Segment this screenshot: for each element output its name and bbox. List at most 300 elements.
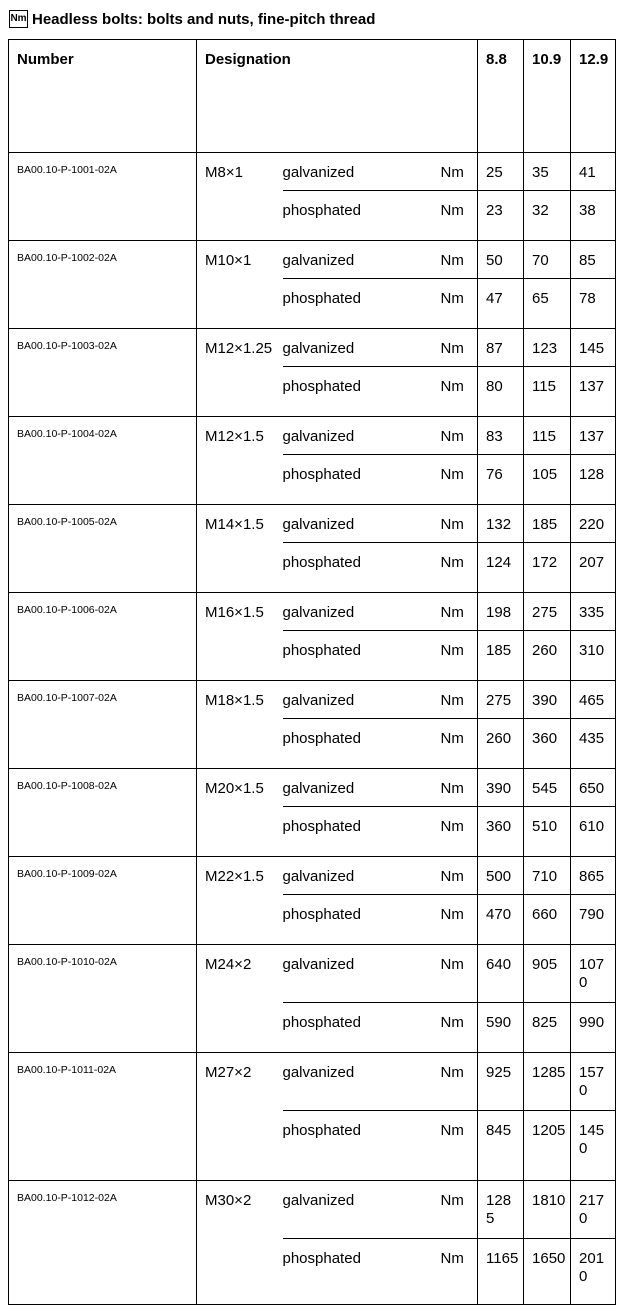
thread-designation: M14×1.5 (205, 516, 264, 533)
finish-cell (283, 593, 433, 631)
torque-cell (478, 857, 524, 895)
number-cell (9, 681, 197, 769)
torque-value-g109: 32 (532, 202, 549, 219)
thread-designation: M8×1 (205, 164, 243, 181)
torque-cell (571, 329, 616, 367)
header-grade-8-8: 8.8 (486, 51, 507, 68)
torque-value-g129: 335 (579, 604, 605, 621)
finish-cell (283, 367, 433, 417)
unit-label: Nm (440, 730, 464, 747)
torque-value-g109: 185 (532, 516, 558, 533)
finish-cell (283, 505, 433, 543)
number-cell (9, 153, 197, 241)
designation-cell (197, 593, 283, 681)
table-row (9, 681, 616, 719)
torque-cell (571, 543, 616, 593)
part-number: BA00.10-P-1011-02A (17, 1064, 117, 1076)
torque-value-g129: 865 (579, 868, 605, 885)
torque-value-g129: 220 (579, 516, 605, 533)
unit-cell (433, 1053, 478, 1111)
unit-label: Nm (440, 428, 464, 445)
torque-value-g109: 825 (532, 1014, 558, 1031)
unit-label: Nm (440, 780, 464, 797)
finish-cell (283, 681, 433, 719)
torque-value-g109: 360 (532, 730, 558, 747)
torque-value-g88: 390 (486, 780, 512, 797)
torque-cell (478, 593, 524, 631)
header-cell (478, 40, 524, 153)
unit-cell (433, 367, 478, 417)
unit-cell (433, 543, 478, 593)
torque-value-g109: 115 (532, 428, 556, 445)
number-cell (9, 945, 197, 1053)
torque-cell (571, 681, 616, 719)
finish-label: phosphated (282, 290, 361, 307)
finish-label: phosphated (282, 1250, 361, 1267)
finish-label: galvanized (282, 428, 355, 445)
torque-value-g88: 25 (486, 164, 503, 181)
unit-cell (433, 945, 478, 1003)
finish-label: galvanized (282, 868, 355, 885)
torque-cell (571, 241, 616, 279)
table-row (9, 593, 616, 631)
torque-value-g129: 2010 (579, 1250, 605, 1285)
unit-cell (433, 857, 478, 895)
torque-value-g109: 172 (532, 554, 558, 571)
torque-value-g88: 23 (486, 202, 503, 219)
part-number: BA00.10-P-1003-02A (17, 340, 117, 352)
part-number: BA00.10-P-1005-02A (17, 516, 117, 528)
unit-cell (433, 1181, 478, 1239)
finish-label: phosphated (282, 642, 361, 659)
unit-label: Nm (440, 906, 464, 923)
finish-label: galvanized (282, 780, 355, 797)
unit-label: Nm (440, 340, 464, 357)
torque-value-g129: 128 (579, 466, 605, 483)
part-number: BA00.10-P-1004-02A (17, 428, 117, 440)
number-cell (9, 417, 197, 505)
finish-cell (283, 895, 433, 945)
table-row (9, 857, 616, 895)
torque-cell (524, 329, 571, 367)
torque-cell (571, 1181, 616, 1239)
torque-cell (478, 681, 524, 719)
designation-cell (197, 505, 283, 593)
finish-label: galvanized (282, 252, 355, 269)
thread-designation: M22×1.5 (205, 868, 264, 885)
torque-cell (571, 807, 616, 857)
torque-value-g109: 660 (532, 906, 558, 923)
finish-label: phosphated (282, 1014, 361, 1031)
finish-label: phosphated (282, 906, 361, 923)
table-row (9, 1053, 616, 1111)
torque-cell (524, 417, 571, 455)
torque-cell (524, 769, 571, 807)
torque-cell (571, 593, 616, 631)
header-grade-12-9: 12.9 (579, 51, 609, 68)
finish-cell (283, 857, 433, 895)
torque-cell (571, 153, 616, 191)
unit-cell (433, 593, 478, 631)
torque-nm-icon: Nm (9, 10, 28, 28)
torque-cell (478, 1181, 524, 1239)
unit-cell (433, 1239, 478, 1305)
unit-cell (433, 1003, 478, 1053)
table-row (9, 329, 616, 367)
torque-value-g109: 1650 (532, 1250, 566, 1267)
torque-value-g88: 260 (486, 730, 512, 747)
torque-cell (478, 895, 524, 945)
unit-cell (433, 241, 478, 279)
header-cell (197, 40, 478, 153)
number-cell (9, 769, 197, 857)
torque-value-g88: 1285 (486, 1192, 512, 1227)
torque-cell (478, 329, 524, 367)
torque-cell (524, 505, 571, 543)
torque-cell (524, 1003, 571, 1053)
unit-label: Nm (440, 642, 464, 659)
unit-label: Nm (440, 466, 464, 483)
page-title-text: Headless bolts: bolts and nuts, fine-pitch thread (32, 10, 376, 28)
finish-cell (283, 945, 433, 1003)
torque-cell (571, 719, 616, 769)
finish-label: galvanized (282, 1064, 355, 1081)
unit-label: Nm (440, 1014, 464, 1031)
torque-value-g88: 1165 (486, 1250, 519, 1267)
unit-label: Nm (440, 164, 464, 181)
header-grade-10-9: 10.9 (532, 51, 562, 68)
finish-cell (283, 769, 433, 807)
torque-value-g88: 360 (486, 818, 512, 835)
torque-value-g129: 137 (579, 428, 605, 445)
finish-cell (283, 1053, 433, 1111)
torque-cell (478, 945, 524, 1003)
torque-value-g88: 590 (486, 1014, 512, 1031)
finish-cell (283, 241, 433, 279)
finish-label: phosphated (282, 466, 361, 483)
unit-label: Nm (440, 290, 464, 307)
torque-value-g88: 80 (486, 378, 503, 395)
torque-cell (478, 505, 524, 543)
unit-cell (433, 895, 478, 945)
designation-cell (197, 769, 283, 857)
unit-cell (433, 807, 478, 857)
torque-value-g129: 207 (579, 554, 605, 571)
torque-cell (524, 367, 571, 417)
torque-value-g88: 198 (486, 604, 512, 621)
finish-label: phosphated (282, 378, 361, 395)
torque-value-g109: 545 (532, 780, 558, 797)
designation-cell (197, 1181, 283, 1305)
torque-cell (478, 1239, 524, 1305)
torque-cell (524, 191, 571, 241)
torque-cell (478, 631, 524, 681)
finish-cell (283, 191, 433, 241)
torque-cell (571, 769, 616, 807)
unit-cell (433, 631, 478, 681)
thread-designation: M16×1.5 (205, 604, 264, 621)
torque-value-g129: 1570 (579, 1064, 605, 1099)
torque-table (8, 39, 616, 1305)
finish-cell (283, 631, 433, 681)
torque-cell (524, 1111, 571, 1181)
unit-cell (433, 505, 478, 543)
torque-value-g129: 1070 (579, 956, 605, 991)
torque-value-g109: 260 (532, 642, 558, 659)
thread-designation: M18×1.5 (205, 692, 264, 709)
torque-cell (524, 279, 571, 329)
number-cell (9, 1181, 197, 1305)
torque-value-g109: 105 (532, 466, 558, 483)
torque-value-g88: 275 (486, 692, 512, 709)
torque-value-g88: 83 (486, 428, 503, 445)
finish-cell (283, 1111, 433, 1181)
unit-label: Nm (440, 692, 464, 709)
torque-value-g88: 87 (486, 340, 503, 357)
thread-designation: M10×1 (205, 252, 252, 269)
torque-cell (478, 153, 524, 191)
unit-label: Nm (440, 252, 464, 269)
torque-cell (571, 1053, 616, 1111)
unit-label: Nm (440, 378, 464, 395)
table-row (9, 505, 616, 543)
torque-cell (524, 455, 571, 505)
torque-cell (478, 543, 524, 593)
torque-cell (478, 279, 524, 329)
torque-cell (524, 681, 571, 719)
torque-cell (524, 945, 571, 1003)
torque-value-g129: 2170 (579, 1192, 605, 1227)
page-title (9, 8, 375, 30)
header-cell (571, 40, 616, 153)
thread-designation: M24×2 (205, 956, 252, 973)
torque-value-g129: 38 (579, 202, 596, 219)
number-cell (9, 505, 197, 593)
designation-cell (197, 945, 283, 1053)
finish-label: phosphated (282, 730, 361, 747)
torque-value-g129: 790 (579, 906, 605, 923)
unit-label: Nm (440, 516, 464, 533)
torque-value-g88: 470 (486, 906, 512, 923)
thread-designation: M20×1.5 (205, 780, 264, 797)
finish-label: galvanized (282, 604, 355, 621)
unit-label: Nm (440, 202, 464, 219)
torque-value-g88: 124 (486, 554, 512, 571)
torque-value-g129: 310 (579, 642, 605, 659)
torque-cell (478, 1111, 524, 1181)
thread-designation: M12×1.25 (205, 340, 273, 357)
torque-value-g109: 710 (532, 868, 558, 885)
torque-cell (524, 857, 571, 895)
torque-value-g129: 137 (579, 378, 605, 395)
part-number: BA00.10-P-1001-02A (17, 164, 117, 176)
torque-value-g129: 145 (579, 340, 605, 357)
part-number: BA00.10-P-1010-02A (17, 956, 117, 968)
number-cell (9, 593, 197, 681)
unit-cell (433, 329, 478, 367)
finish-label: phosphated (282, 202, 361, 219)
torque-cell (478, 367, 524, 417)
torque-value-g109: 115 (532, 378, 556, 395)
torque-cell (478, 241, 524, 279)
unit-cell (433, 417, 478, 455)
part-number: BA00.10-P-1002-02A (17, 252, 117, 264)
torque-cell (478, 417, 524, 455)
finish-cell (283, 807, 433, 857)
unit-cell (433, 191, 478, 241)
torque-value-g88: 640 (486, 956, 512, 973)
number-cell (9, 1053, 197, 1181)
finish-label: galvanized (282, 516, 355, 533)
unit-cell (433, 153, 478, 191)
finish-label: galvanized (282, 956, 355, 973)
torque-cell (571, 279, 616, 329)
torque-cell (571, 945, 616, 1003)
torque-value-g88: 76 (486, 466, 503, 483)
number-cell (9, 241, 197, 329)
unit-cell (433, 455, 478, 505)
unit-label: Nm (440, 1250, 464, 1267)
finish-cell (283, 719, 433, 769)
torque-cell (571, 1239, 616, 1305)
torque-value-g88: 47 (486, 290, 503, 307)
torque-cell (478, 455, 524, 505)
header-cell (524, 40, 571, 153)
torque-cell (524, 1181, 571, 1239)
finish-cell (283, 1181, 433, 1239)
finish-cell (283, 1003, 433, 1053)
thread-designation: M12×1.5 (205, 428, 264, 445)
torque-value-g129: 41 (579, 164, 596, 181)
unit-label: Nm (440, 1192, 464, 1209)
finish-label: galvanized (282, 1192, 355, 1209)
table-row (9, 1181, 616, 1239)
designation-cell (197, 1053, 283, 1181)
unit-label: Nm (440, 604, 464, 621)
torque-cell (524, 719, 571, 769)
unit-cell (433, 279, 478, 329)
torque-value-g129: 435 (579, 730, 605, 747)
torque-cell (478, 191, 524, 241)
designation-cell (197, 857, 283, 945)
finish-label: phosphated (282, 554, 361, 571)
table-header-row (9, 40, 616, 153)
designation-cell (197, 329, 283, 417)
unit-cell (433, 681, 478, 719)
torque-cell (571, 857, 616, 895)
torque-cell (571, 367, 616, 417)
table-row (9, 945, 616, 1003)
torque-cell (571, 895, 616, 945)
finish-cell (283, 417, 433, 455)
finish-cell (283, 543, 433, 593)
table-row (9, 153, 616, 191)
unit-cell (433, 719, 478, 769)
torque-cell (478, 1003, 524, 1053)
torque-value-g109: 1285 (532, 1064, 566, 1081)
torque-value-g129: 650 (579, 780, 605, 797)
torque-value-g109: 123 (532, 340, 558, 357)
finish-label: galvanized (282, 692, 355, 709)
torque-cell (524, 153, 571, 191)
torque-cell (478, 1053, 524, 1111)
unit-cell (433, 1111, 478, 1181)
torque-value-g88: 132 (486, 516, 512, 533)
torque-cell (478, 769, 524, 807)
torque-value-g109: 65 (532, 290, 549, 307)
torque-cell (571, 191, 616, 241)
torque-value-g109: 1810 (532, 1192, 566, 1209)
torque-value-g129: 990 (579, 1014, 605, 1031)
unit-cell (433, 769, 478, 807)
finish-cell (283, 329, 433, 367)
header-designation: Designation (205, 51, 291, 68)
table-row (9, 241, 616, 279)
torque-cell (524, 241, 571, 279)
part-number: BA00.10-P-1012-02A (17, 1192, 117, 1204)
part-number: BA00.10-P-1007-02A (17, 692, 117, 704)
table-row (9, 769, 616, 807)
unit-label: Nm (440, 818, 464, 835)
designation-cell (197, 153, 283, 241)
finish-cell (283, 455, 433, 505)
torque-cell (524, 895, 571, 945)
unit-label: Nm (440, 1064, 464, 1081)
torque-cell (571, 1003, 616, 1053)
torque-value-g109: 35 (532, 164, 549, 181)
torque-value-g88: 50 (486, 252, 503, 269)
designation-cell (197, 417, 283, 505)
torque-cell (478, 719, 524, 769)
unit-label: Nm (440, 1122, 464, 1139)
finish-label: galvanized (282, 340, 355, 357)
torque-cell (571, 417, 616, 455)
torque-value-g129: 1450 (579, 1122, 605, 1157)
part-number: BA00.10-P-1008-02A (17, 780, 117, 792)
torque-cell (571, 1111, 616, 1181)
number-cell (9, 329, 197, 417)
torque-value-g109: 510 (532, 818, 558, 835)
torque-value-g129: 610 (579, 818, 605, 835)
header-number: Number (17, 51, 74, 68)
torque-value-g88: 925 (486, 1064, 512, 1081)
finish-cell (283, 1239, 433, 1305)
table-row (9, 417, 616, 455)
torque-cell (524, 631, 571, 681)
thread-designation: M27×2 (205, 1064, 252, 1081)
torque-value-g109: 1205 (532, 1122, 566, 1139)
thread-designation: M30×2 (205, 1192, 252, 1209)
unit-label: Nm (440, 868, 464, 885)
finish-label: phosphated (282, 1122, 361, 1139)
torque-value-g109: 275 (532, 604, 558, 621)
unit-label: Nm (440, 554, 464, 571)
torque-cell (524, 1239, 571, 1305)
torque-value-g109: 70 (532, 252, 549, 269)
torque-value-g129: 85 (579, 252, 596, 269)
designation-cell (197, 681, 283, 769)
torque-value-g88: 185 (486, 642, 512, 659)
torque-value-g88: 845 (486, 1122, 512, 1139)
part-number: BA00.10-P-1006-02A (17, 604, 117, 616)
torque-value-g109: 390 (532, 692, 558, 709)
designation-cell (197, 241, 283, 329)
header-cell (9, 40, 197, 153)
torque-value-g129: 78 (579, 290, 596, 307)
torque-cell (571, 505, 616, 543)
torque-value-g88: 500 (486, 868, 512, 885)
torque-cell (478, 807, 524, 857)
